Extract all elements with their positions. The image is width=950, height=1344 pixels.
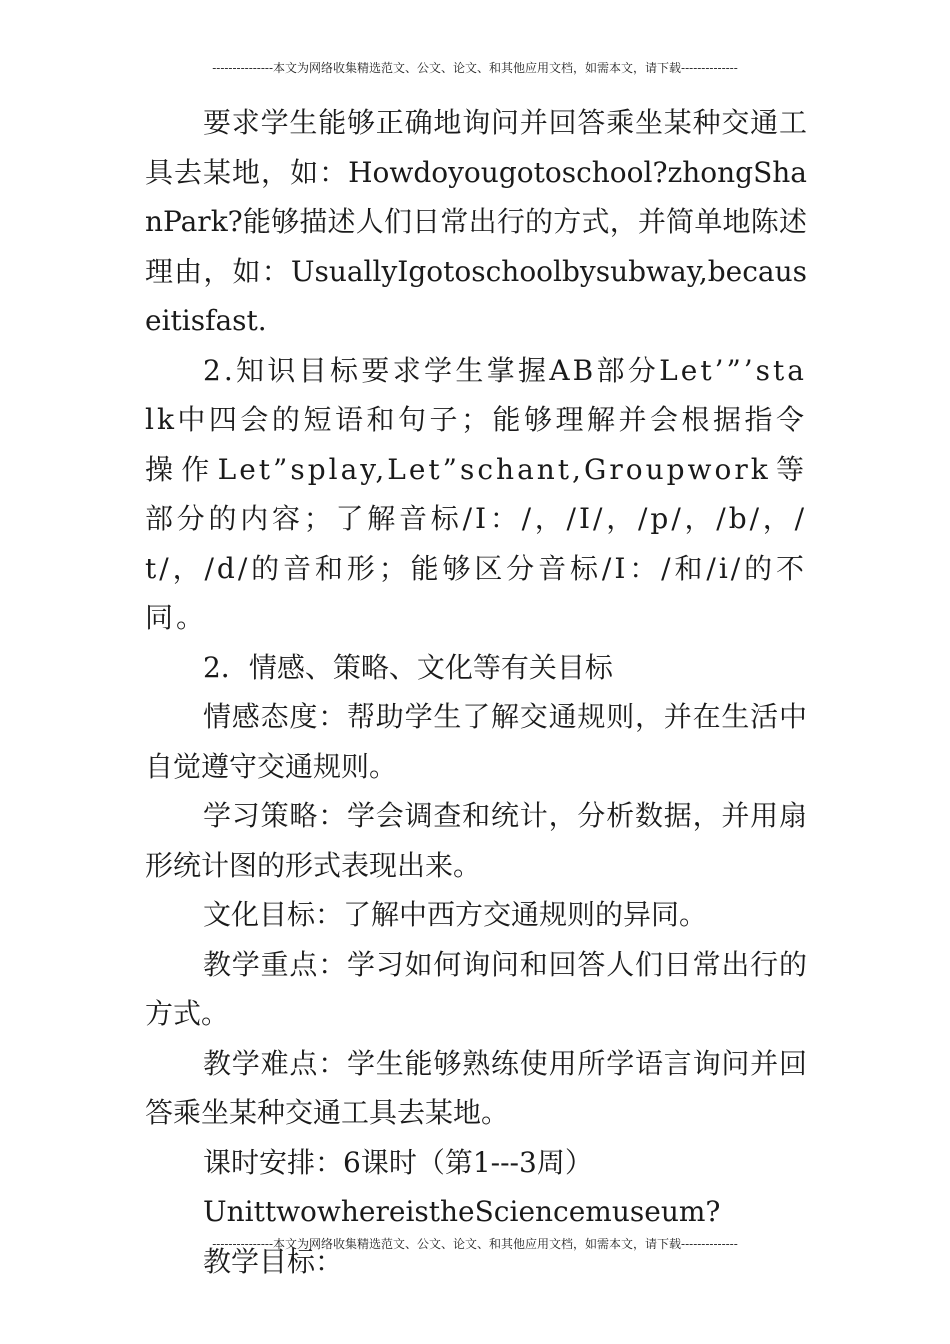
paragraph-knowledge-goal: 2.知识目标要求学生掌握AB部分Let’”’stalk中四会的短语和句子；能够理解并会根据指令操作Let”splay,Let”schant,Groupwork等部分的内容；了解音标/I：/，/I/，/p/，/b/，/t/，/d/的音和形；能够区分音标/I：/和/i/的不同。 xyxy=(145,353,807,634)
paragraph-unit-title: UnittwowhereistheSciencemuseum? xyxy=(203,1195,721,1228)
paragraph-affective-heading: 2．情感、策略、文化等有关目标 xyxy=(203,650,613,684)
paragraph-cultural-goal: 文化目标：了解中西方交通规则的异同。 xyxy=(203,898,708,931)
paragraph-schedule: 课时安排：6课时（第1---3周） xyxy=(203,1145,593,1179)
paragraph-teaching-focus: 教学重点：学习如何询问和回答人们日常出行的方式。 xyxy=(145,947,807,1030)
paragraph-emotional-attitude: 情感态度：帮助学生了解交通规则，并在生活中自觉遵守交通规则。 xyxy=(145,700,807,783)
paragraph-ability-goal: 要求学生能够正确地询问并回答乘坐某种交通工具去某地，如：Howdoyougotoschool?zhongShanPark?能够描述人们日常出行的方式，并简单地陈述理由，如：UsuallyIgotoschoolbysubway,becauseitisfast. xyxy=(145,106,807,337)
paragraph-teaching-difficulty: 教学难点：学生能够熟练使用所学语言询问并回答乘坐某种交通工具去某地。 xyxy=(145,1046,807,1129)
footer-banner: ---------------本文为网络收集精选范文、公文、论文、和其他应用文档，如需本文，请下载-------------- xyxy=(212,1237,738,1251)
header-banner: ---------------本文为网络收集精选范文、公文、论文、和其他应用文档，如需本文，请下载-------------- xyxy=(212,61,738,75)
paragraph-learning-strategy: 学习策略：学会调查和统计，分析数据，并用扇形统计图的形式表现出来。 xyxy=(145,799,807,882)
document-body xyxy=(145,98,807,1286)
paragraph-teaching-goals-heading: 教学目标： xyxy=(203,1244,344,1278)
